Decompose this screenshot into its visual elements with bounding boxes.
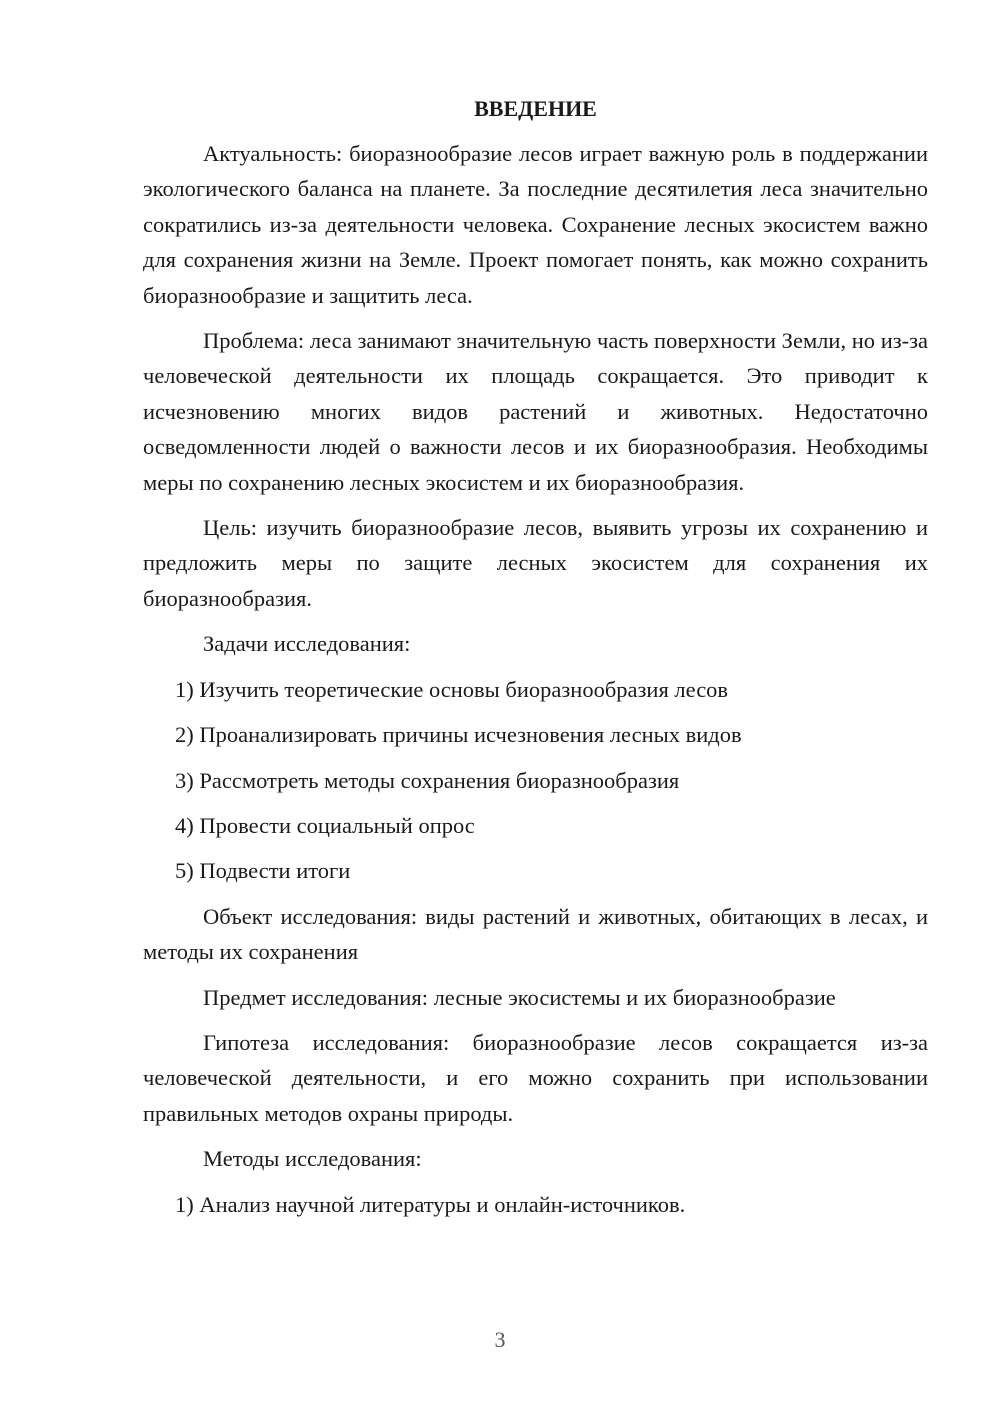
- problem-paragraph: Проблема: леса занимают значительную часть поверхности Земли, но из-за человеческой деятельности их площадь сокращается. Это приводит к исчезновению многих видов растений и животных. Недостаточно осведомленности людей о важности лесов и их биоразнообразия. Необходимы меры по сохранению лесных экосистем и их биоразнообразия.: [143, 328, 928, 495]
- goal-paragraph: Цель: изучить биоразнообразие лесов, выявить угрозы их сохранению и предложить меры по защите лесных экосистем для сохранения их биоразнообразия.: [143, 515, 928, 611]
- relevance-paragraph: Актуальность: биоразнообразие лесов играет важную роль в поддержании экологического баланса на планете. За последние десятилетия леса значительно сократились из-за деятельности человека. Сохранение лесных экосистем важно для сохранения жизни на Земле. Проект помогает понять, как можно сохранить биоразнообразие и защитить леса.: [143, 141, 928, 308]
- task-item-3: 3) Рассмотреть методы сохранения биоразнообразия: [175, 767, 680, 793]
- method-item-1: 1) Анализ научной литературы и онлайн-источников.: [175, 1191, 686, 1217]
- task-item-4: 4) Провести социальный опрос: [175, 812, 475, 838]
- hypothesis-paragraph: Гипотеза исследования: биоразнообразие лесов сокращается из-за человеческой деятельности, и его можно сохранить при использовании правильных методов охраны природы.: [143, 1029, 928, 1126]
- object-paragraph: Объект исследования: виды растений и животных, обитающих в лесах, и методы их сохранения: [143, 903, 928, 965]
- methods-heading: Методы исследования:: [203, 1146, 422, 1172]
- subject-paragraph: Предмет исследования: лесные экосистемы и их биоразнообразие: [203, 984, 836, 1010]
- document-page: [143, 92, 928, 1232]
- task-item-2: 2) Проанализировать причины исчезновения лесных видов: [175, 722, 742, 748]
- section-title: ВВЕДЕНИЕ: [474, 96, 597, 121]
- tasks-heading: Задачи исследования:: [203, 631, 411, 657]
- task-item-5: 5) Подвести итоги: [175, 858, 351, 884]
- task-item-1: 1) Изучить теоретические основы биоразнообразия лесов: [175, 676, 729, 702]
- page-number: 3: [494, 1327, 506, 1352]
